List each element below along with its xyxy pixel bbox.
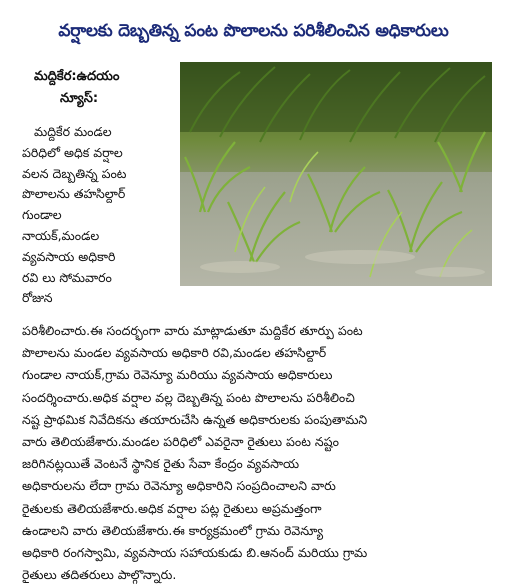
dateline [34,66,174,110]
side-line: గుండాల [22,207,62,223]
article-body [22,320,498,586]
body-line: గుండాల నాయక్,గ్రామ రెవెన్యూ మరియు వ్యవసాయ అధికారులు [22,367,333,383]
side-line: వ్యవసాయ అధికారి [22,248,116,264]
body-line: అధికారి రంగస్వామి, వ్యవసాయ సహాయకుడు బి.ఆనంద్ మరియు గ్రామ [22,545,368,561]
side-line: పరిధిలో అధిక వర్షాల [22,144,123,160]
body-line: ఉండాలని వారు తెలియజేశారు.ఈ కార్యక్రమంలో గ్రామ రెవెన్యూ [22,522,324,538]
body-line: పొలాలను మండల వ్యవసాయ అధికారి రవి,మండల తహసిల్దార్ [22,345,327,361]
side-line: వలన దెబ్బతిన్న పంట [22,165,127,181]
body-line: జరిగినట్లయితే వెంటనే స్థానిక రైతు సేవా కేంద్రం వ్యవసాయ [22,456,300,472]
side-line: పొలాలను తహసిల్దార్ [22,186,126,202]
body-line: వారు తెలియజేశారు.మండల పరిధిలో ఎవరైనా రైతులు పంట నష్టం [22,434,339,450]
article-photo [180,62,492,286]
body-line: రైతులు తదితరులు పాల్గొన్నారు. [22,567,177,583]
lead-paragraph-wrapped [22,122,178,309]
side-line: నాయక్,మండల [22,227,100,243]
body-line: నష్ట ప్రాథమిక నివేదికను తయారుచేసి ఉన్నత అధికారులకు పంపుతామని [22,411,368,427]
body-line: సందర్శించారు.అధిక వర్షాల వల్ల దెబ్బతిన్న పంట పొలాలను పరిశీలించి [22,389,355,405]
dateline-place: మద్దికేర:ఉదయం [34,69,120,84]
dateline-source: న్యూస్: [60,91,99,106]
side-line: రవి లు సోమవారం [22,269,112,285]
headline: వర్షాలకు దెబ్బతిన్న పంట పొలాలను పరిశీలించిన అధికారులు [58,21,449,42]
paddy-field-image [180,62,492,286]
body-line: పరిశీలించారు.ఈ సందర్భంగా వారు మాట్లాడుతూ మద్దికేర తూర్పు పంట [22,323,363,338]
side-line: మద్దికేర మండల [34,124,112,139]
body-line: అధికారులను లేదా గ్రామ రెవెన్యూ అధికారిని సంప్రదించాలని వారు [22,478,336,494]
side-line: రోజున [22,290,53,306]
body-line: రైతులకు తెలియజేశారు.అధిక వర్షాల పట్ల రైతులు అప్రమత్తంగా [22,500,322,516]
